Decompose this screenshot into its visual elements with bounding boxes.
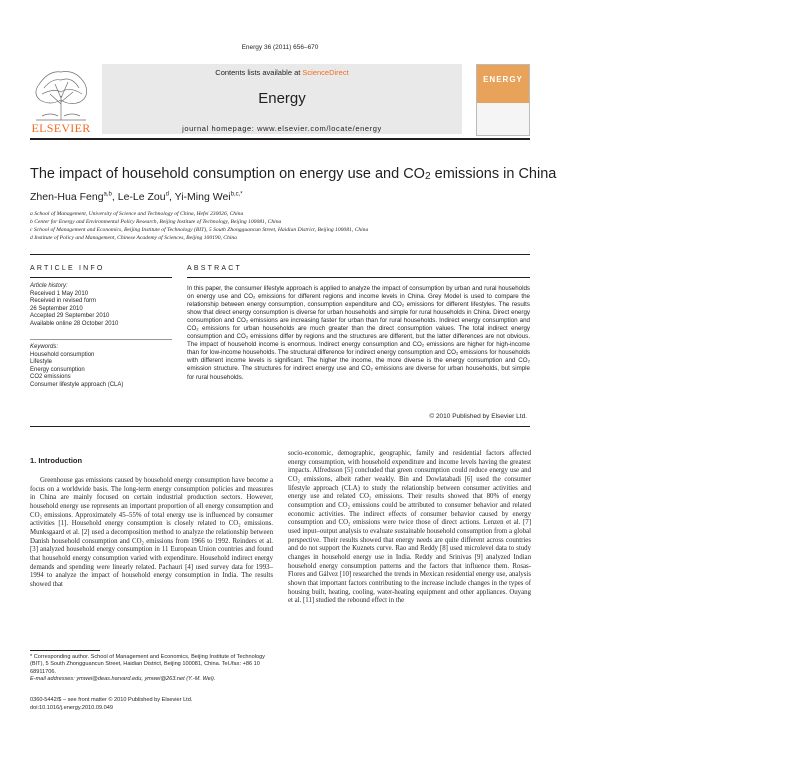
contents-availability <box>102 68 462 77</box>
page-footer <box>30 696 275 712</box>
footnote-rule <box>30 650 100 651</box>
abstract-text: In this paper, the consumer lifestyle approach is applied to analyze the impact of consumption by urban and rural households on energy use and CO₂ emissions for different regions and income levels in China. Grey Model is used to compare the relationship between energy consumption, consumption expenditure and CO₂ emissions for different lifestyles. The results show that direct energy consumption is diverse for urban households and simple for rural households in China. Direct energy consumption and CO₂ emissions are increasing faster for urban than for rural households. Indirect energy consumption and CO₂ emissions for urban households are much greater than the direct consumption values. The total indirect energy consumption and CO₂ emissions differ by regions and the structures are different, but the latter differences are not obvious. The impact of household income is enormous. Indirect energy consumption and CO₂ emissions are higher for high-income than for low-income households. The structural difference for indirect energy consumption and CO₂ emissions for households with different income levels is significant. The higher the income, the more diverse is the energy consumption and CO₂ emission structure. The structures for indirect energy use and CO₂ emissions are diverse for urban households, but simple for rural households. <box>187 285 530 381</box>
elsevier-tree-logo-icon <box>30 66 92 122</box>
abstract-rule <box>187 277 530 278</box>
keywords-block: Keywords: Household consumption Lifestyle Energy consumption CO2 emissions Consumer lifestyle approach (CLA) <box>30 344 180 390</box>
article-history: Article history: Received 1 May 2010 Received in revised form 26 September 2010 Accepted 29 September 2010 Available online 28 October 2010 <box>30 283 119 327</box>
sciencedirect-link[interactable]: ScienceDirect <box>302 68 349 77</box>
section-heading-introduction: 1. Introduction <box>30 456 83 465</box>
journal-cover-thumbnail <box>476 64 530 136</box>
section-divider <box>30 254 530 255</box>
keyword[interactable]: CO2 emissions <box>30 374 71 381</box>
contents-prefix: Contents lists available at <box>215 68 303 77</box>
author-name[interactable]: Le-Le Zou <box>117 191 166 203</box>
author-name[interactable]: Yi-Ming Wei <box>174 191 231 203</box>
header-divider <box>30 138 530 140</box>
issn-line: 0360-5442/$ – see front matter © 2010 Published by Elsevier Ltd. <box>30 697 193 703</box>
elsevier-wordmark: ELSEVIER <box>31 121 91 135</box>
author-list: Zhen-Hua Feng$^{a,b}$, Le-Le Zou$^d$, Yi-Ming Wei$^{b,c,*}$ <box>30 191 243 203</box>
article-info-rule <box>30 339 172 340</box>
copyright-notice: © 2010 Published by Elsevier Ltd. <box>429 413 527 420</box>
keyword[interactable]: Lifestyle <box>30 359 53 366</box>
article-info-rule <box>30 277 172 278</box>
article-info-heading: ARTICLE INFO <box>30 265 105 272</box>
article-title: The impact of household consumption on energy use and $CO_2$ emissions in China <box>30 166 557 182</box>
body-column-left <box>30 477 273 590</box>
author-name[interactable]: Zhen-Hua Feng <box>30 191 104 203</box>
journal-homepage[interactable]: journal homepage: www.elsevier.com/locate/energy <box>182 124 382 133</box>
body-column-right <box>288 450 531 606</box>
abstract-heading: ABSTRACT <box>187 265 242 272</box>
body-paragraph: Greenhouse gas emissions caused by household energy consumption have become a focus on a worldwide basis. The long-term energy consumption policies and measures in China are mainly focused on certain industrial production sectors. However, household energy use represents an important proportion of all energy consumption and CO₂ emissions. Approximately 45–55% of total energy use is influenced by consumer activities [1]. Household energy consumption is closely related to CO₂ emissions. Munksgaard et al. [2] used a decomposition method to analyze the relationship between Danish household consumption and CO₂ emissions from 1966 to 1992. Reinders et al. [3] analyzed household energy consumption in 11 European Union countries and found that household energy consumption varied with expenditure. Household indirect energy demands and spending were linearly related. Pachauri [4] used survey data for 1993–1994 to analyze the impact of household energy consumption in India. The results showed that <box>30 477 273 588</box>
body-paragraph: socio-economic, demographic, geographic, family and residential factors affected energy consumption, with household expenditure and income levels having the greatest impacts. Alfredsson [5] concluded that green consumption could reduce energy use and CO₂ emissions, albeit rather weakly. Bin and Dowlatabadi [6] used the consumer lifestyle approach (CLA) to study the relationship between consumer activities and energy use and related CO₂ emissions. Their results showed that 80% of energy consumption and CO₂ emissions could be attributed to consumer behavior and related economic activities. The indirect effects of consumer behavior caused by energy consumption and CO₂ emissions were twice those of direct actions. Lenzen et al. [7] used input–output analysis to evaluate sustainable household consumption from a global perspective. Their results showed that energy needs are quite different across countries and do not support the Kuznets curve. Rao and Reddy [8] used microlevel data to study changes in household energy use in India. Reddy and Srinivas [9] analyzed Indian household energy consumption patterns and the factors that influence them. Rosas-Flores and Gálvez [10] researched the trends in Mexican residential energy use, analysis shown that important factors contributing to the increase include changes in the types of housing built, heating, cooling, water-heating equipment and other appliances. Ouyang et al. [11] studied the rebound effect in the <box>288 450 531 605</box>
cover-title: ENERGY <box>483 75 523 84</box>
affiliation: c School of Management and Economics, Beijing Institute of Technology (BIT), 5 South Zhongguancun Street, Haidian District, Beijing 100081, China <box>30 227 369 233</box>
keyword[interactable]: Consumer lifestyle approach (CLA) <box>30 381 124 388</box>
affiliation: d Institute of Policy and Management, Chinese Academy of Sciences, Beijing 100190, China <box>30 235 237 241</box>
section-divider <box>30 426 530 427</box>
affiliation: a School of Management, University of Science and Technology of China, Hefei 230026, China <box>30 211 244 217</box>
affiliation: b Center for Energy and Environmental Policy Research, Beijing Institute of Technology, Beijing 100081, China <box>30 219 282 225</box>
journal-name: Energy <box>258 90 306 107</box>
doi-link[interactable]: doi:10.1016/j.energy.2010.09.049 <box>30 705 113 711</box>
email-addresses[interactable]: E-mail addresses: ymwei@deas.harvard.edu, ymwei@263.net (Y.-M. Wei). <box>30 676 216 683</box>
keyword[interactable]: Household consumption <box>30 351 95 358</box>
keyword[interactable]: Energy consumption <box>30 366 85 373</box>
journal-reference: Energy 36 (2011) 656–670 <box>241 44 319 51</box>
footnotes <box>30 654 275 684</box>
corresponding-author-note: * Corresponding author. School of Management and Economics, Beijing Institute of Technology (BIT), 5 South Zhongguancun Street, Haidian District, Beijing 100081, China. Tel./fax: +86 10 68911706. <box>30 654 265 675</box>
